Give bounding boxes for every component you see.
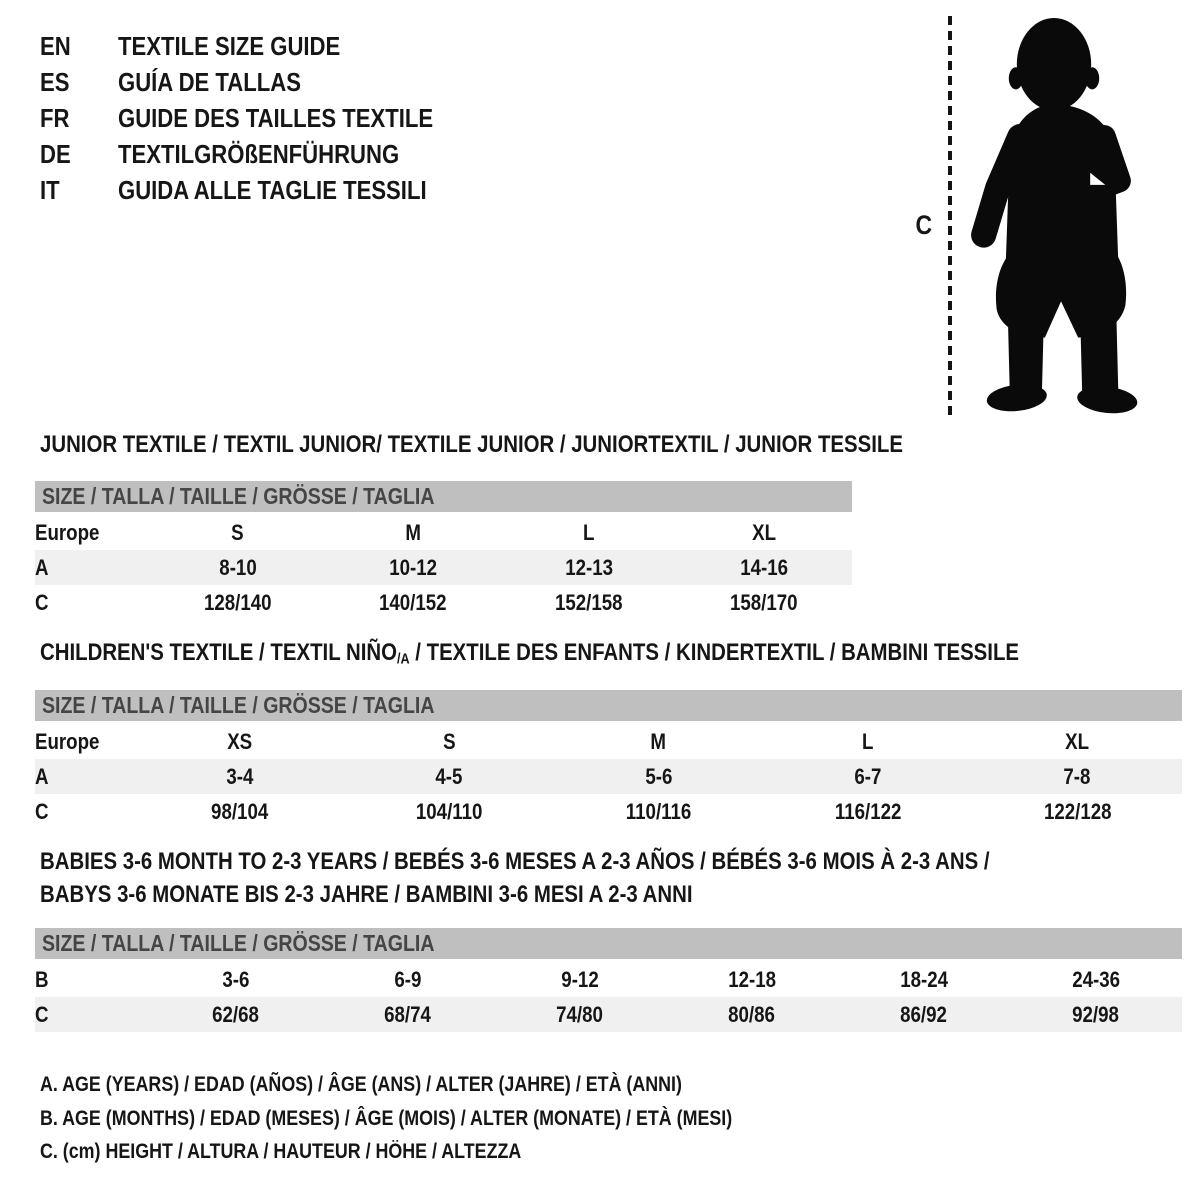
- language-row-de: [40, 136, 489, 172]
- size-cell: 128/140: [203, 589, 272, 615]
- size-cell: 3-4: [135, 759, 344, 794]
- size-cell: 10-12: [326, 550, 502, 585]
- size-cell: 18-24: [900, 966, 948, 992]
- table-row-height: [35, 794, 1182, 829]
- size-cell: 7-8: [973, 759, 1182, 794]
- row-label: C: [35, 798, 49, 824]
- table-row-height: [35, 585, 852, 620]
- language-code: ES: [40, 67, 70, 97]
- legend-height: C. (cm) HEIGHT / ALTURA / HAUTEUR / HÖHE / ALTEZZA: [40, 1140, 522, 1163]
- language-row-fr: [40, 100, 489, 136]
- size-cell: 24-36: [1072, 966, 1120, 992]
- size-cell: 140/152: [379, 589, 448, 615]
- language-list: [40, 28, 489, 208]
- row-label: A: [35, 550, 150, 585]
- legend-age-years: A. AGE (YEARS) / EDAD (AÑOS) / ÂGE (ANS) / ALTER (JAHRE) / ETÀ (ANNI): [40, 1073, 682, 1096]
- size-cell: 5-6: [554, 759, 763, 794]
- size-cell: 6-7: [763, 759, 972, 794]
- size-cell: 12-13: [501, 550, 677, 585]
- table-row-age-years: [35, 759, 1182, 794]
- title-subscript: /A: [396, 651, 410, 668]
- language-label: GUIDA ALLE TAGLIE TESSILI: [118, 175, 427, 205]
- row-label: B: [35, 966, 49, 992]
- children-table-title: CHILDREN'S TEXTILE / TEXTIL $NIÑO_{/A}$ / TEXTILE DES ENFANTS / KINDERTEXTIL / BAMBINI TESSILE: [40, 639, 1020, 668]
- language-code: FR: [40, 103, 70, 133]
- size-cell: 4-5: [344, 759, 553, 794]
- size-cell: S: [231, 519, 244, 545]
- size-cell: M: [650, 728, 667, 754]
- babies-title-line1: BABIES 3-6 MONTH TO 2-3 YEARS / BEBÉS 3-6 MESES A 2-3 AÑOS / BÉBÉS 3-6 MOIS À 2-3 ANS /: [40, 848, 990, 875]
- size-cell: 8-10: [150, 550, 326, 585]
- height-measure-label: C: [915, 210, 933, 240]
- size-cell: 9-12: [561, 966, 599, 992]
- size-table-header-row: [35, 928, 1182, 962]
- size-cell: 122/128: [1043, 798, 1112, 824]
- measurement-legend: [40, 1068, 854, 1169]
- language-row-en: [40, 28, 489, 64]
- height-measure-dashed-line: [948, 16, 952, 416]
- size-cell: XL: [1065, 728, 1090, 754]
- size-cell: M: [405, 519, 422, 545]
- size-cell: 3-6: [222, 966, 250, 992]
- size-cell: S: [442, 728, 456, 754]
- size-cell: 152/158: [554, 589, 623, 615]
- language-label: GUIDE DES TAILLES TEXTILE: [118, 103, 434, 133]
- legend-age-months: B. AGE (MONTHS) / EDAD (MESES) / ÂGE (MOIS) / ALTER (MONATE) / ETÀ (MESI): [40, 1106, 733, 1130]
- size-cell: 6-9: [394, 966, 422, 992]
- size-header-label: SIZE / TALLA / TAILLE / GRÖSSE / TAGLIA: [35, 928, 1182, 962]
- junior-table-title: JUNIOR TEXTILE / TEXTIL JUNIOR/ TEXTILE JUNIOR / JUNIORTEXTIL / JUNIOR TESSILE: [40, 431, 903, 458]
- language-row-it: [40, 172, 489, 208]
- size-cell: XS: [227, 728, 253, 754]
- size-cell: 12-18: [728, 966, 776, 992]
- size-cell: L: [583, 519, 595, 545]
- row-label: C: [35, 997, 150, 1032]
- size-cell: 68/74: [322, 997, 494, 1032]
- table-row-age-months: [35, 962, 1182, 997]
- babies-table-title: [40, 845, 1157, 911]
- row-label: Europe: [35, 728, 100, 754]
- toddler-silhouette-icon: [966, 12, 1142, 418]
- size-cell: XL: [752, 519, 777, 545]
- language-label: TEXTILE SIZE GUIDE: [118, 31, 341, 61]
- size-header-label: SIZE / TALLA / TAILLE / GRÖSSE / TAGLIA: [35, 690, 1182, 724]
- size-cell: 80/86: [666, 997, 838, 1032]
- size-header-label: SIZE / TALLA / TAILLE / GRÖSSE / TAGLIA: [35, 481, 852, 515]
- size-cell: 92/98: [1010, 997, 1182, 1032]
- babies-size-table: [35, 928, 1182, 1032]
- size-cell: 110/116: [625, 798, 692, 824]
- row-label: C: [35, 589, 49, 615]
- language-label: GUÍA DE TALLAS: [118, 67, 301, 97]
- language-row-es: [40, 64, 489, 100]
- junior-size-table: [35, 481, 852, 620]
- size-cell: 86/92: [838, 997, 1010, 1032]
- language-code: IT: [40, 175, 60, 205]
- children-size-table: [35, 690, 1182, 829]
- babies-title-line2: BABYS 3-6 MONATE BIS 2-3 JAHRE / BAMBINI 3-6 MESI A 2-3 ANNI: [40, 881, 693, 908]
- size-cell: L: [862, 728, 874, 754]
- language-code: DE: [40, 139, 71, 169]
- size-cell: 104/110: [415, 798, 483, 824]
- table-row-europe: [35, 724, 1182, 759]
- size-cell: 74/80: [494, 997, 666, 1032]
- table-row-age-years: [35, 550, 852, 585]
- table-row-height: [35, 997, 1182, 1032]
- language-code: EN: [40, 31, 71, 61]
- size-cell: 98/104: [211, 798, 269, 824]
- table-row-europe: [35, 515, 852, 550]
- size-cell: 62/68: [150, 997, 322, 1032]
- size-table-header-row: [35, 690, 1182, 724]
- row-label: Europe: [35, 519, 100, 545]
- language-label: TEXTILGRÖßENFÜHRUNG: [118, 139, 400, 169]
- size-cell: 158/170: [730, 589, 799, 615]
- size-cell: 14-16: [677, 550, 853, 585]
- size-table-header-row: [35, 481, 852, 515]
- size-cell: 116/122: [834, 798, 902, 824]
- row-label: A: [35, 759, 135, 794]
